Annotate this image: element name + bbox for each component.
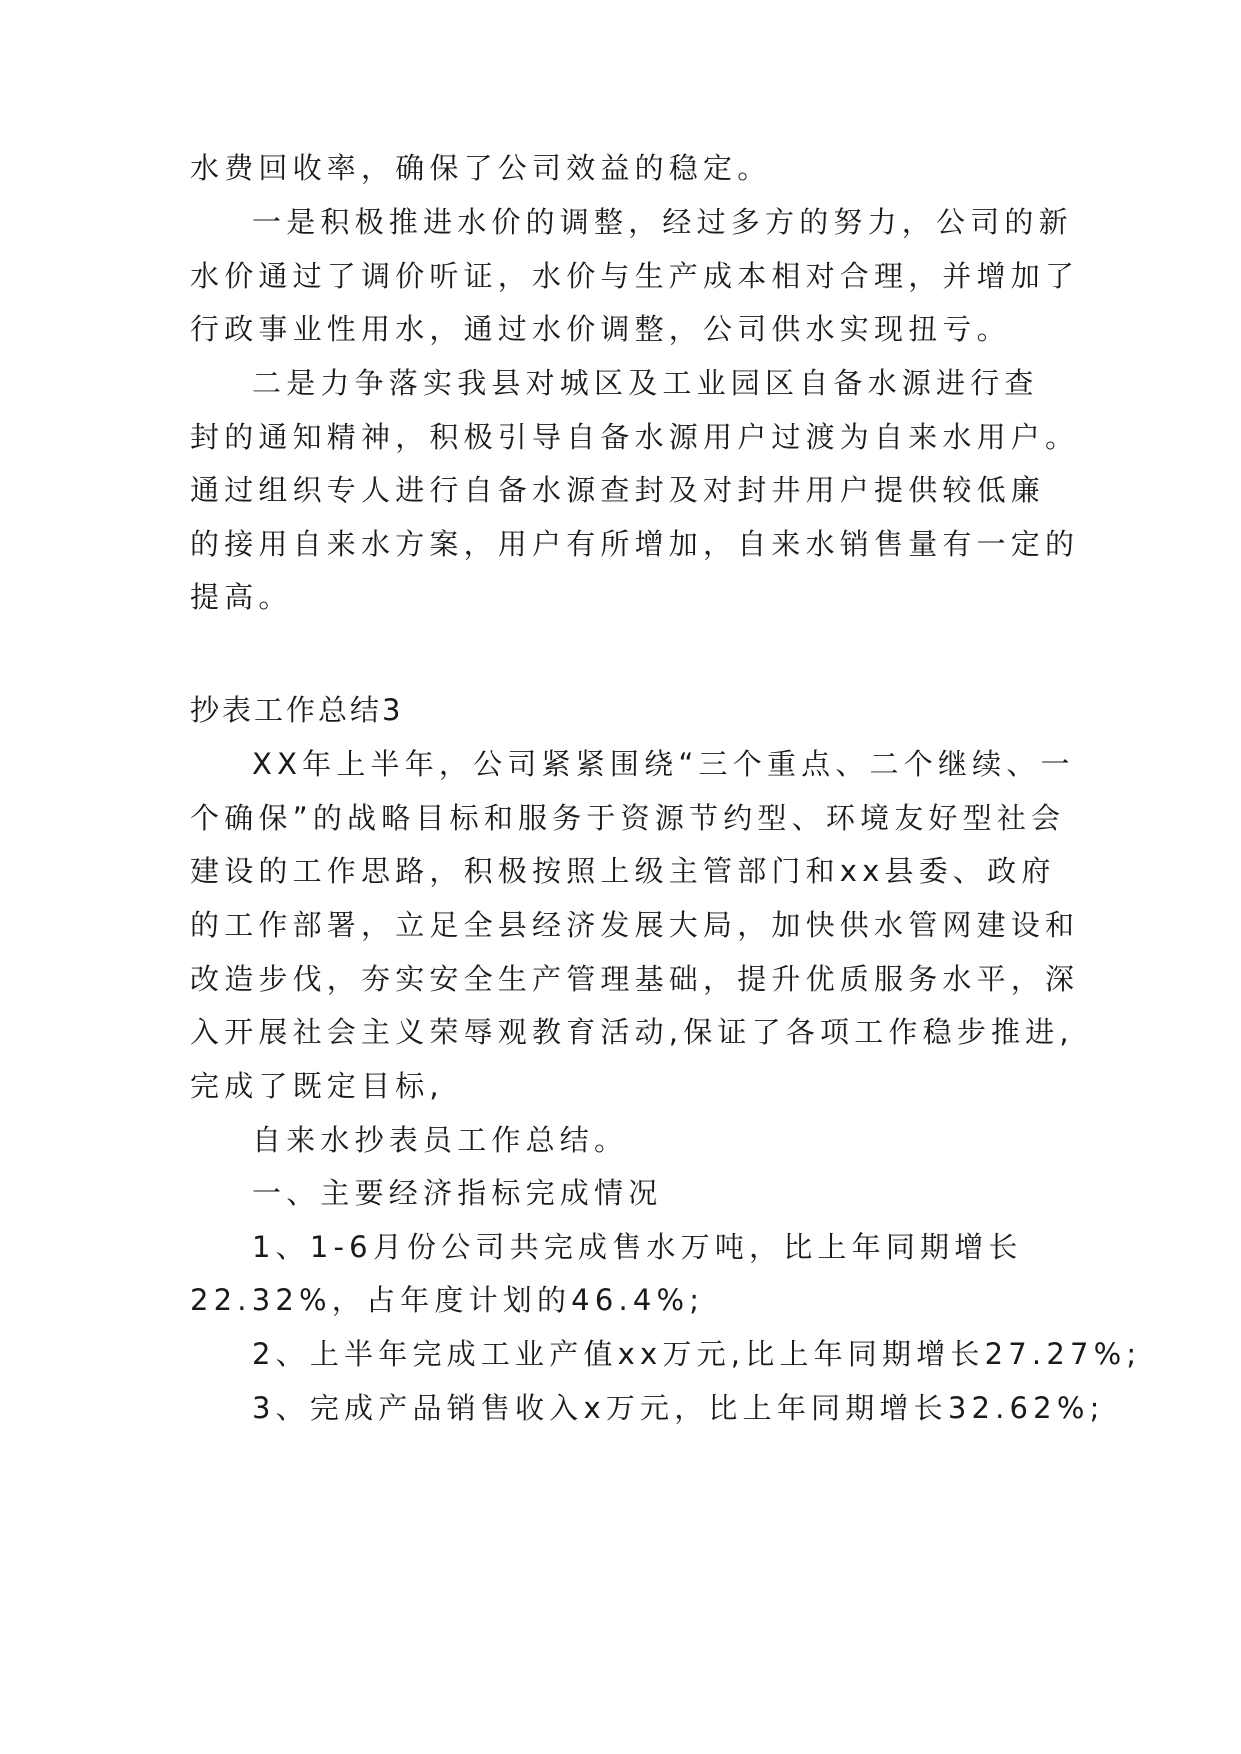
paragraph-line: 入开展社会主义荣辱观教育活动,保证了各项工作稳步推进, <box>190 1015 1074 1049</box>
paragraph-line: 建设的工作思路，积极按照上级主管部门和xx县委、政府 <box>190 854 1056 888</box>
paragraph-line: 个确保”的战略目标和服务于资源节约型、环境友好型社会 <box>190 801 1066 835</box>
paragraph-line: 2、上半年完成工业产值xx万元,比上年同期增长27.27%; <box>252 1337 1142 1371</box>
paragraph-line: 完成了既定目标, <box>190 1069 444 1103</box>
subsection-heading: 一、主要经济指标完成情况 <box>252 1176 663 1210</box>
paragraph-line: 二是力争落实我县对城区及工业园区自备水源进行查 <box>252 366 1039 400</box>
section-heading: 抄表工作总结3 <box>190 693 404 727</box>
paragraph-line: 自来水抄表员工作总结。 <box>252 1123 629 1157</box>
paragraph-line: 的工作部署，立足全县经济发展大局，加快供水管网建设和 <box>190 908 1080 942</box>
paragraph-line: 水价通过了调价听证，水价与生产成本相对合理，并增加了 <box>190 259 1080 293</box>
paragraph-line: 行政事业性用水，通过水价调整，公司供水实现扭亏。 <box>190 312 1011 346</box>
paragraph-line: 水费回收率，确保了公司效益的稳定。 <box>190 151 772 185</box>
paragraph-line: 一是积极推进水价的调整，经过多方的努力，公司的新 <box>252 205 1073 239</box>
paragraph-line: 1、1-6月份公司共完成售水万吨，比上年同期增长 <box>252 1230 1023 1264</box>
paragraph-line: 3、完成产品销售收入x万元，比上年同期增长32.62%; <box>252 1391 1105 1425</box>
paragraph-line: 的接用自来水方案，用户有所增加，自来水销售量有一定的 <box>190 527 1080 561</box>
paragraph-line: 改造步伐，夯实安全生产管理基础，提升优质服务水平，深 <box>190 962 1080 996</box>
paragraph-line: 提高。 <box>190 580 293 614</box>
paragraph-line: 22.32%，占年度计划的46.4%; <box>190 1283 705 1317</box>
paragraph-line: XX年上半年，公司紧紧围绕“三个重点、二个继续、一 <box>252 747 1075 781</box>
paragraph-line: 封的通知精神，积极引导自备水源用户过渡为自来水用户。 <box>190 420 1080 454</box>
paragraph-line: 通过组织专人进行自备水源查封及对封井用户提供较低廉 <box>190 473 1046 507</box>
